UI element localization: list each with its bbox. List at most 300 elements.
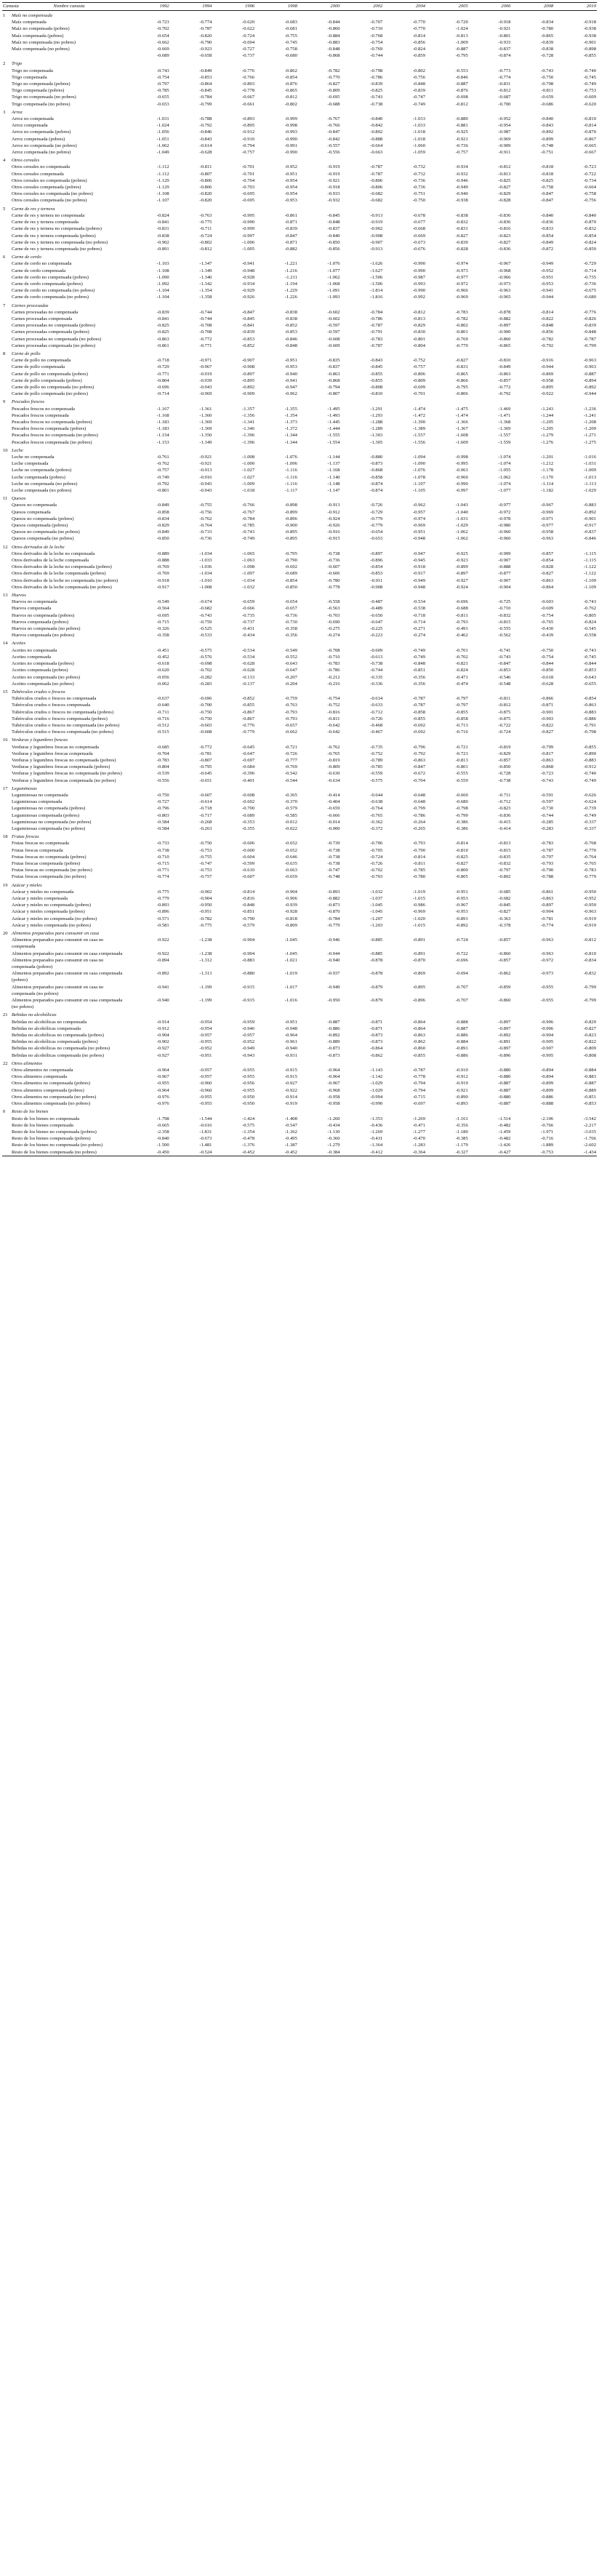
elasticity-value: -1.055 (498, 468, 511, 473)
elasticity-value: -0.863 (412, 1033, 426, 1039)
index-spacer (2, 432, 11, 439)
elasticity-value: -0.797 (498, 868, 511, 873)
elasticity-value: -0.823 (498, 806, 511, 812)
elasticity-value: -0.770 (412, 26, 426, 32)
elasticity-value: -0.880 (242, 971, 255, 977)
elasticity-value: -0.335 (370, 674, 383, 680)
elasticity-value: -0.692 (412, 722, 426, 728)
elasticity-value: -0.899 (455, 564, 468, 570)
elasticity-value: -0.358 (284, 626, 297, 632)
elasticity-value: -0.953 (284, 198, 297, 204)
index-spacer (2, 1073, 11, 1080)
elasticity-value: -1.108 (156, 191, 169, 197)
elasticity-value: -0.700 (199, 703, 212, 708)
elasticity-value: -0.972 (498, 509, 511, 515)
elasticity-value: -0.797 (156, 81, 169, 87)
row-label: Leche compensada (pobres) (12, 474, 65, 480)
elasticity-value: -0.842 (370, 123, 383, 129)
elasticity-value: -0.749 (242, 536, 255, 542)
elasticity-value: -3.542 (583, 1116, 596, 1121)
elasticity-value: -0.947 (284, 384, 297, 390)
index-spacer (2, 1100, 11, 1107)
elasticity-value: -1.260 (327, 1116, 340, 1121)
table-row (2, 916, 597, 922)
elasticity-value: -0.793 (541, 860, 554, 866)
row-label: Arroz no compensada (pobres) (12, 129, 71, 135)
elasticity-value: -1.090 (156, 274, 169, 280)
table-row (2, 970, 597, 983)
table-row (2, 529, 597, 535)
elasticity-value: -0.776 (583, 309, 596, 315)
elasticity-value: -0.870 (327, 909, 340, 915)
elasticity-value: -0.848 (242, 903, 255, 908)
elasticity-value: -0.887 (498, 1101, 511, 1107)
elasticity-value: -0.356 (412, 681, 426, 687)
elasticity-value: -0.934 (242, 281, 255, 287)
elasticity-value: -0.998 (455, 455, 468, 460)
elasticity-value: -0.795 (455, 384, 468, 390)
basket-title: Resto de los bienes (12, 1109, 49, 1115)
table-row (2, 502, 597, 508)
row-label: Azúcar y mieles compensada (no pobres) (12, 922, 91, 928)
table-row (2, 867, 597, 873)
header-year: 2010 (586, 4, 596, 9)
elasticity-value: -0.943 (199, 481, 212, 487)
index-spacer (2, 316, 11, 322)
elasticity-value: -0.757 (199, 874, 212, 880)
elasticity-value: -0.852 (242, 343, 255, 348)
elasticity-value: -1.495 (327, 406, 340, 412)
elasticity-value: -0.990 (412, 268, 426, 273)
table-row (2, 239, 597, 246)
table-row (2, 551, 597, 557)
elasticity-value: -1.144 (327, 455, 340, 460)
row-label: Leguminosas compensada (pobres) (12, 812, 80, 818)
elasticity-value: -0.793 (284, 716, 297, 721)
elasticity-value: -0.723 (455, 751, 468, 756)
elasticity-value: -0.864 (412, 1025, 426, 1031)
elasticity-value: -0.771 (156, 868, 169, 873)
elasticity-value: -0.274 (412, 633, 426, 639)
elasticity-value: -0.972 (455, 281, 468, 287)
row-label: Maíz no compensada (pobres) (12, 26, 70, 32)
index-spacer (2, 632, 11, 639)
row-label: Bebidas no alcohólicas no compensada (no pobres) (12, 1046, 110, 1052)
row-label: Leguminosas no compensada (12, 792, 68, 798)
elasticity-value: -1.129 (156, 185, 169, 191)
elasticity-value: -1.236 (583, 406, 596, 412)
elasticity-value: -0.609 (370, 647, 383, 653)
elasticity-value: -1.076 (327, 261, 340, 267)
elasticity-value: -0.745 (583, 654, 596, 660)
elasticity-value: -0.926 (242, 295, 255, 300)
row-label: Maíz compensada (12, 20, 47, 25)
elasticity-value: -0.949 (455, 185, 468, 191)
elasticity-value: -1.112 (156, 164, 169, 170)
elasticity-value: -0.491 (455, 626, 468, 632)
elasticity-value: -0.133 (242, 674, 255, 680)
elasticity-value: -0.657 (284, 722, 297, 728)
row-label: Huevos compensada (12, 606, 52, 612)
elasticity-value: -1.357 (242, 406, 255, 412)
elasticity-value: -1.122 (583, 571, 596, 577)
elasticity-value: -0.474 (455, 681, 468, 687)
elasticity-value: -0.980 (498, 523, 511, 529)
elasticity-value: -0.749 (156, 474, 169, 480)
row-label: Quesos compensada (no pobres) (12, 536, 74, 542)
elasticity-value: -0.765 (541, 619, 554, 625)
elasticity-value: -1.241 (583, 412, 596, 418)
elasticity-value: -0.710 (156, 854, 169, 860)
elasticity-value: -0.729 (370, 509, 383, 515)
elasticity-value: -0.704 (412, 777, 426, 783)
elasticity-value: -0.853 (370, 571, 383, 577)
row-label: Huevos no compensada (no pobres) (12, 626, 81, 632)
elasticity-value: -0.793 (455, 619, 468, 625)
index-spacer (2, 1032, 11, 1039)
elasticity-value: -0.738 (370, 101, 383, 107)
elasticity-value: -1.238 (199, 937, 212, 943)
elasticity-value: -1.205 (541, 426, 554, 432)
elasticity-value: -0.607 (199, 792, 212, 798)
table-row (2, 364, 597, 370)
elasticity-value: -0.837 (583, 529, 596, 535)
elasticity-value: -0.620 (242, 20, 255, 25)
basket-title: Otros cereales (12, 158, 40, 164)
elasticity-value: -1.062 (156, 143, 169, 148)
elasticity-value: -0.951 (541, 274, 554, 280)
elasticity-value: -1.093 (327, 295, 340, 300)
index-spacer (2, 129, 11, 135)
elasticity-value: -0.997 (455, 488, 468, 494)
elasticity-value: -0.951 (199, 1052, 212, 1058)
basket-title: Trigo (12, 61, 23, 67)
elasticity-value: -0.014 (327, 819, 340, 825)
elasticity-value: -0.804 (156, 377, 169, 383)
elasticity-value: -1.031 (156, 116, 169, 122)
elasticity-value: -0.848 (327, 47, 340, 52)
elasticity-value: -0.723 (541, 771, 554, 777)
row-label: Carne de cerdo compensada (pobres) (12, 281, 83, 287)
elasticity-value: -0.787 (412, 703, 426, 708)
elasticity-value: -0.902 (156, 239, 169, 245)
elasticity-value: -0.823 (583, 1033, 596, 1039)
header-row (2, 3, 597, 11)
elasticity-value: -0.659 (284, 874, 297, 880)
index-spacer (2, 702, 11, 708)
elasticity-value: -0.925 (455, 551, 468, 556)
elasticity-value: -0.848 (284, 343, 297, 348)
elasticity-value: -0.559 (370, 771, 383, 777)
elasticity-value: -0.787 (370, 323, 383, 329)
elasticity-value: -1.092 (156, 281, 169, 287)
row-label: Pescados frescos no compensada (no pobres) (12, 433, 98, 439)
elasticity-value: -0.680 (284, 53, 297, 59)
elasticity-value: -0.786 (412, 812, 426, 818)
elasticity-value: -0.921 (199, 455, 212, 460)
elasticity-value: -1.358 (199, 295, 212, 300)
elasticity-value: -0.952 (541, 268, 554, 273)
elasticity-value: -0.265 (412, 825, 426, 831)
elasticity-value: -0.976 (156, 1094, 169, 1100)
row-label: Carne de cerdo no compensada (no pobres) (12, 288, 95, 294)
header-year: 1994 (202, 4, 212, 9)
elasticity-value: -0.827 (583, 1025, 596, 1031)
elasticity-value: -0.909 (242, 391, 255, 397)
elasticity-value: -0.907 (498, 558, 511, 564)
basket-group (2, 301, 597, 349)
table-row (2, 294, 597, 300)
elasticity-value: -0.396 (242, 771, 255, 777)
elasticity-value: -0.891 (156, 246, 169, 252)
elasticity-value: -0.990 (412, 288, 426, 294)
table-row (2, 1025, 597, 1032)
row-label: Aceites compensada (no pobres) (12, 681, 74, 687)
elasticity-value: -0.847 (412, 764, 426, 770)
elasticity-value: -0.909 (498, 143, 511, 148)
basket-index: 6 (3, 255, 6, 260)
table-row (2, 799, 597, 805)
elasticity-value: -0.823 (498, 233, 511, 239)
index-spacer (2, 599, 11, 605)
elasticity-value: -0.974 (412, 516, 426, 521)
elasticity-value: -0.702 (370, 868, 383, 873)
elasticity-value: -0.944 (583, 391, 596, 397)
elasticity-value: -0.558 (327, 599, 340, 605)
elasticity-value: -0.876 (284, 81, 297, 87)
elasticity-value: -0.716 (455, 729, 468, 735)
elasticity-value: -0.792 (199, 123, 212, 129)
elasticity-value: -0.990 (412, 261, 426, 267)
row-label: Otros alimentos compensada (pobres) (12, 1087, 84, 1093)
table-row (2, 819, 597, 825)
elasticity-value: -0.977 (541, 523, 554, 529)
elasticity-value: -0.969 (412, 523, 426, 529)
elasticity-value: -1.107 (156, 198, 169, 204)
table-row (2, 336, 597, 343)
index-spacer (2, 287, 11, 294)
elasticity-value: -0.915 (327, 536, 340, 542)
table-row (2, 39, 597, 46)
table-row (2, 322, 597, 329)
index-spacer (2, 184, 11, 191)
elasticity-value: -0.874 (370, 481, 383, 487)
elasticity-value: -0.878 (498, 309, 511, 315)
elasticity-value: -1.045 (284, 951, 297, 956)
elasticity-value: -0.947 (412, 551, 426, 556)
elasticity-value: -0.840 (327, 233, 340, 239)
elasticity-value: -0.811 (327, 716, 340, 721)
elasticity-value: -0.608 (242, 792, 255, 798)
elasticity-value: -0.430 (541, 626, 554, 632)
elasticity-value: -0.774 (199, 20, 212, 25)
elasticity-value: -1.368 (498, 419, 511, 425)
row-label: Carne de res y ternera compensada (pobres) (12, 233, 96, 239)
elasticity-value: -0.951 (412, 529, 426, 535)
elasticity-value: -1.033 (412, 116, 426, 122)
elasticity-value: -0.715 (156, 860, 169, 866)
elasticity-value: -1.031 (455, 516, 468, 521)
elasticity-value: -0.801 (498, 33, 511, 39)
basket-index: 11 (3, 496, 8, 502)
table-row (2, 695, 597, 702)
elasticity-value: -0.848 (412, 661, 426, 667)
elasticity-value: -0.836 (498, 220, 511, 225)
elasticity-value: -0.888 (541, 1101, 554, 1107)
index-spacer (2, 722, 11, 729)
elasticity-value: -0.932 (455, 171, 468, 177)
index-spacer (2, 799, 11, 805)
row-label: Otros cereales no compensada (no pobres) (12, 191, 93, 197)
elasticity-value: -0.957 (242, 1033, 255, 1039)
elasticity-value: -0.603 (541, 599, 554, 605)
row-label: Alimentos preparados para consumir en casa compensada (12, 951, 123, 956)
elasticity-value: -1.554 (327, 439, 340, 445)
elasticity-value: -0.792 (498, 391, 511, 397)
elasticity-value: -0.753 (199, 868, 212, 873)
index-spacer (2, 847, 11, 854)
group-title-row (2, 543, 597, 551)
index-spacer (2, 74, 11, 81)
basket-index: 0 (3, 1109, 6, 1115)
elasticity-value: -1.469 (498, 406, 511, 412)
elasticity-value: -0.749 (412, 647, 426, 653)
elasticity-value: -0.846 (455, 74, 468, 80)
elasticity-value: -0.883 (583, 503, 596, 508)
elasticity-value: -0.839 (242, 329, 255, 335)
elasticity-value: -1.019 (284, 971, 297, 977)
elasticity-value: -0.822 (541, 722, 554, 728)
elasticity-value: -1.008 (199, 584, 212, 590)
elasticity-value: -1.031 (583, 461, 596, 467)
row-label: Leguminosas no compensada (no pobres) (12, 819, 92, 825)
elasticity-value: -0.708 (327, 647, 340, 653)
elasticity-value: -1.211 (285, 274, 297, 280)
elasticity-value: -0.850 (541, 668, 554, 673)
elasticity-value: -0.897 (455, 571, 468, 577)
elasticity-value: -0.689 (242, 812, 255, 818)
elasticity-value: -1.045 (370, 909, 383, 915)
elasticity-value: -0.951 (284, 1019, 297, 1025)
elasticity-value: -0.862 (370, 1052, 383, 1058)
elasticity-value: -0.897 (498, 1025, 511, 1031)
elasticity-value: -0.557 (327, 143, 340, 148)
elasticity-value: -0.362 (370, 819, 383, 825)
elasticity-value: -1.269 (370, 1129, 383, 1135)
elasticity-value: -0.855 (412, 1052, 426, 1058)
elasticity-value: -1.108 (156, 268, 169, 273)
elasticity-value: -0.669 (156, 47, 169, 52)
elasticity-value: -0.630 (327, 771, 340, 777)
index-spacer (2, 343, 11, 349)
index-spacer (2, 819, 11, 825)
elasticity-value: -0.647 (370, 619, 383, 625)
table-row (2, 605, 597, 612)
table-header (2, 3, 597, 11)
elasticity-value: -1.033 (199, 558, 212, 564)
row-label: Arroz compensada (pobres) (12, 136, 65, 142)
elasticity-value: -1.074 (498, 481, 511, 487)
index-spacer (2, 52, 11, 59)
elasticity-value: -0.620 (156, 668, 169, 673)
table-row (2, 46, 597, 52)
elasticity-value: -0.836 (498, 212, 511, 218)
index-spacer (2, 895, 11, 902)
elasticity-value: -0.699 (412, 384, 426, 390)
row-label: Pescados frescos compensada (no pobres) (12, 439, 92, 445)
elasticity-value: -0.916 (327, 529, 340, 535)
elasticity-value: -0.710 (498, 606, 511, 612)
elasticity-value: -0.730 (284, 619, 297, 625)
elasticity-value: -0.759 (284, 696, 297, 702)
elasticity-value: -0.904 (242, 937, 255, 943)
elasticity-value: -1.354 (199, 288, 212, 294)
elasticity-value: -0.847 (242, 309, 255, 315)
index-spacer (2, 197, 11, 204)
elasticity-value: -1.016 (583, 455, 596, 460)
elasticity-value: -0.837 (327, 364, 340, 370)
elasticity-value: -0.782 (199, 916, 212, 921)
elasticity-value: -0.919 (327, 164, 340, 170)
elasticity-value: -0.847 (327, 129, 340, 135)
elasticity-value: -0.780 (327, 577, 340, 583)
row-label: Aceites no compensada (12, 647, 57, 653)
table-row (2, 840, 597, 847)
elasticity-value: -0.482 (498, 1122, 511, 1128)
elasticity-value: -0.661 (242, 101, 255, 107)
elasticity-value: -0.895 (242, 377, 255, 383)
elasticity-value: -0.904 (498, 584, 511, 590)
elasticity-value: -0.849 (498, 364, 511, 370)
index-spacer (2, 1067, 11, 1073)
elasticity-value: -1.493 (327, 412, 340, 418)
row-label: Frutas frescas compensada (no pobres) (12, 874, 87, 880)
elasticity-value: -0.765 (327, 751, 340, 756)
elasticity-value: -1.142 (370, 1074, 383, 1080)
elasticity-value: -0.828 (541, 564, 554, 570)
elasticity-value: -0.772 (199, 744, 212, 750)
elasticity-value: -1.076 (412, 468, 426, 473)
table-row (2, 52, 597, 59)
elasticity-value: -0.807 (199, 171, 212, 177)
elasticity-value: -0.951 (455, 889, 468, 895)
elasticity-value: -0.706 (370, 841, 383, 847)
row-label: Frutas frescas no compensada (no pobres) (12, 868, 92, 873)
elasticity-value: -0.894 (541, 1068, 554, 1073)
index-spacer (2, 419, 11, 425)
elasticity-value: -0.736 (455, 143, 468, 148)
group-title-row (2, 446, 597, 454)
table-row (2, 33, 597, 39)
elasticity-value: -0.963 (583, 358, 596, 364)
elasticity-value: -0.754 (541, 654, 554, 660)
elasticity-value: -0.487 (370, 599, 383, 605)
elasticity-value: -1.062 (455, 536, 468, 542)
row-label: Trigo compensada (12, 74, 47, 80)
elasticity-value: -0.555 (498, 626, 511, 632)
elasticity-value: -1.168 (327, 468, 340, 473)
row-label: Maíz compensada (pobres) (12, 33, 64, 39)
elasticity-value: -0.000 (327, 825, 340, 831)
elasticity-value: -0.579 (242, 922, 255, 928)
elasticity-value: -0.911 (498, 150, 511, 156)
elasticity-value: -0.548 (498, 681, 511, 687)
index-spacer (2, 647, 11, 654)
elasticity-value: -0.749 (412, 654, 426, 660)
index-spacer (2, 94, 11, 100)
row-label: Carnes procesadas compensada (12, 316, 73, 321)
table-row (2, 260, 597, 267)
